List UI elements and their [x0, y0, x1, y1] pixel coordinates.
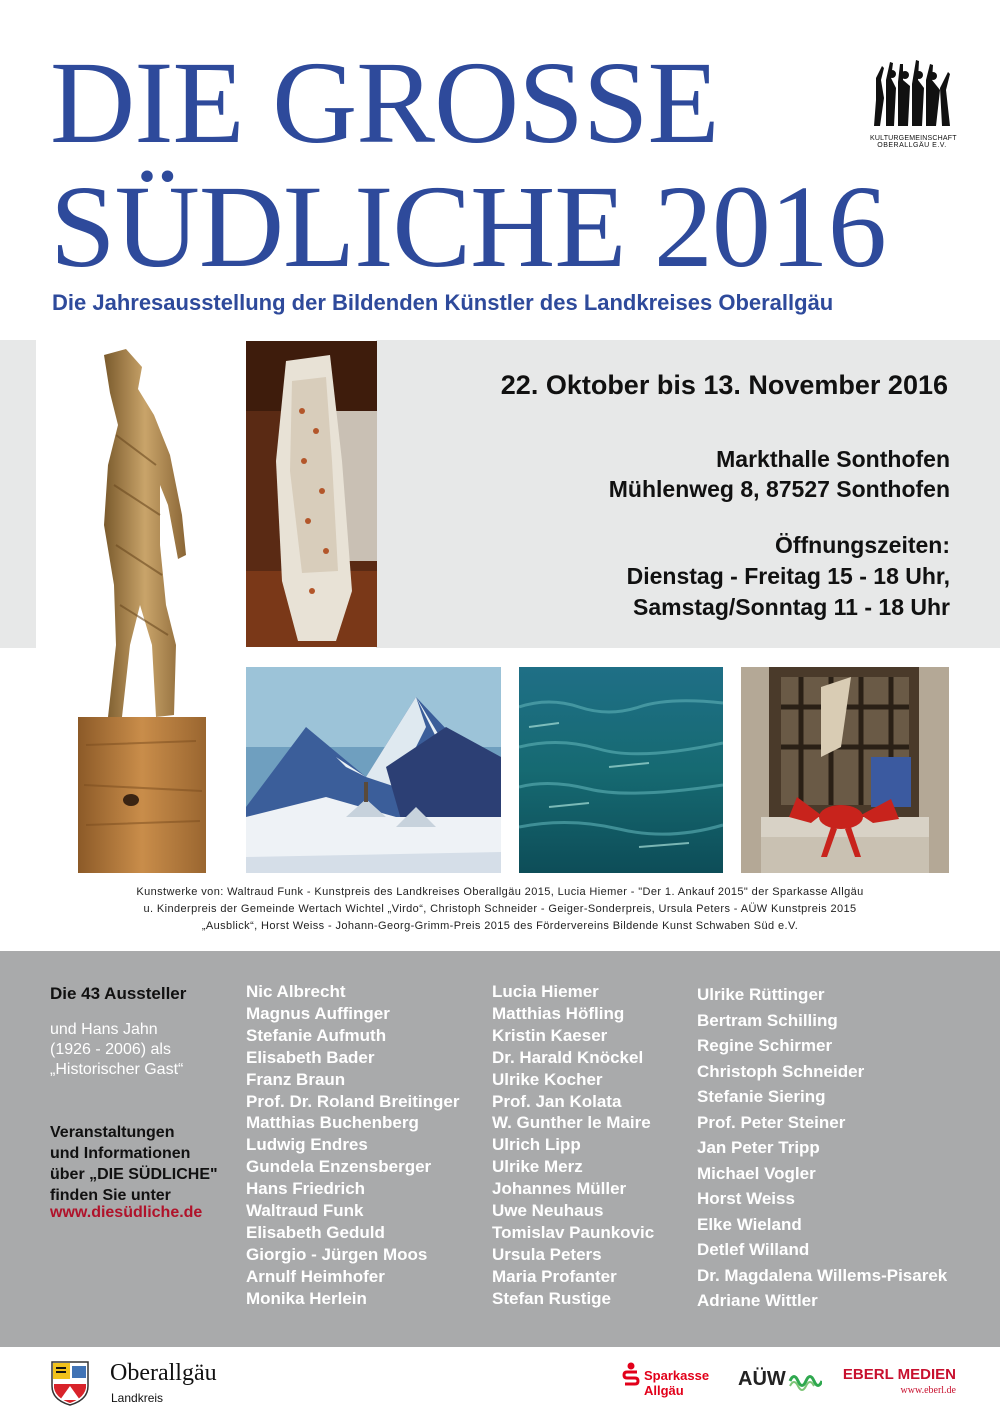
exhibitor-name: Lucia Hiemer [492, 982, 599, 1001]
exhibitor-name: Matthias Buchenberg [246, 1113, 419, 1133]
guest-line-2: (1926 - 2006) als [50, 1041, 171, 1058]
exhibitor-name: Johannes Müller [492, 1179, 627, 1199]
lobster-window-painting [741, 667, 949, 873]
org-logo-text-2: OBERALLGÄU E.V. [877, 142, 947, 149]
eberl-medien-logo [842, 1366, 956, 1400]
exhibitor-name: Adriane Wittler [697, 1291, 818, 1310]
exhibitor-name: Michael Vogler [697, 1163, 816, 1183]
exhibitor-name: Ulrike Merz [492, 1157, 583, 1177]
events-line-3: über „DIE SÜDLICHE" [50, 1166, 218, 1183]
exhibitor-name: Christoph Schneider [697, 1061, 865, 1081]
events-line-1: Veranstaltungen [50, 1124, 175, 1141]
sparkasse-region: Allgäu [644, 1383, 684, 1398]
kulturgemeinschaft-logo [870, 58, 957, 153]
artworks-caption [20, 884, 980, 935]
info-band-left [0, 340, 36, 648]
exhibitor-name: Ulrike Rüttinger [697, 985, 825, 1004]
exhibitor-name: Monika Herlein [246, 1288, 367, 1308]
wave-icon [788, 1370, 822, 1392]
coat-of-arms-icon [50, 1360, 90, 1406]
exhibitor-name: Waltraud Funk [246, 1201, 364, 1221]
exhibitor-name: Franz Braun [246, 1069, 346, 1089]
exhibitor-name: Ludwig Endres [246, 1135, 368, 1155]
exhibitor-name: Tomislav Paunkovic [492, 1222, 655, 1242]
website-link[interactable]: www.diesüdliche.de [50, 1204, 203, 1221]
exhibitor-name: Giorgio - Jürgen Moos [246, 1244, 428, 1264]
exhibitor-name: Matthias Höfling [492, 1003, 625, 1023]
exhibitor-name: Prof. Dr. Roland Breitinger [246, 1091, 460, 1111]
mountain-village-painting [246, 667, 501, 873]
exhibitor-name: Ulrich Lipp [492, 1135, 581, 1155]
auew-logo [738, 1368, 828, 1398]
exhibitor-name: Hans Friedrich [246, 1179, 366, 1199]
sea-painting [519, 667, 723, 873]
caption-line-1: Kunstwerke von: Waltraud Funk - Kunstpreis des Landkreises Oberallgäu 2015, Lucia Hiemer - "Der 1. Ankauf 2015" der Sparkasse Allgäu [136, 886, 864, 898]
caption-line-3: „Ausblick“, Horst Weiss - Johann-Georg-Grimm-Preis 2015 des Fördervereins Bildende Kunst Schwaben Süd e.V. [201, 920, 799, 932]
exhibitor-name: Arnulf Heimhofer [246, 1266, 385, 1286]
exhibitors-column-2 [492, 981, 654, 1310]
auew-text: AÜW [738, 1368, 786, 1390]
events-info [50, 1122, 218, 1206]
caption-line-2: u. Kinderpreis der Gemeinde Wertach Wichtel „Virdo“, Christoph Schneider - Geiger-Sonderpreis, Ursula Peters - AÜW Kunstpreis 2015 [143, 903, 857, 915]
exhibitor-name: Detlef Willand [697, 1240, 810, 1259]
exhibitor-name: Gundela Enzensberger [246, 1157, 432, 1177]
events-line-4: finden Sie unter [50, 1187, 171, 1204]
exhibitor-name: Kristin Kaeser [492, 1025, 608, 1045]
exhibitor-name: Prof. Jan Kolata [492, 1091, 622, 1111]
exhibitor-name: Bertram Schilling [697, 1010, 838, 1030]
exhibitor-name: Nic Albrecht [246, 982, 346, 1001]
hours-title: Öffnungszeiten: [774, 532, 950, 558]
guest-line-1: und Hans Jahn [50, 1021, 158, 1038]
title-line-1: DIE GROSSE [50, 37, 719, 168]
exhibitor-name: Magnus Auffinger [246, 1003, 390, 1023]
exhibitor-name: Horst Weiss [697, 1189, 795, 1208]
landkreis-logo [50, 1360, 270, 1406]
exhibitor-name: Elisabeth Bader [246, 1047, 375, 1067]
wooden-figure-sculpture [56, 345, 226, 875]
exhibitor-name: Ursula Peters [492, 1244, 602, 1264]
hours-weekdays: Dienstag - Freitag 15 - 18 Uhr, [626, 563, 950, 589]
venue-name: Markthalle Sonthofen [716, 446, 950, 472]
carved-column-artwork [246, 341, 377, 647]
exhibitors-heading: Die 43 Aussteller [50, 984, 187, 1003]
venue-address: Mühlenweg 8, 87527 Sonthofen [608, 476, 950, 502]
exhibitor-name: Uwe Neuhaus [492, 1201, 604, 1221]
landkreis-sub: Landkreis [111, 1391, 164, 1405]
exhibitor-name: Stefanie Aufmuth [246, 1025, 387, 1045]
org-logo-text-1: KULTURGEMEINSCHAFT [870, 135, 957, 142]
exhibitor-name: W. Gunther le Maire [492, 1113, 651, 1133]
guest-line-3: „Historischer Gast“ [50, 1061, 184, 1078]
exhibitor-name: Maria Profanter [492, 1266, 617, 1286]
eberl-name: EBERL MEDIEN [842, 1366, 956, 1383]
exhibitor-name: Prof. Peter Steiner [697, 1112, 846, 1132]
exhibitor-name: Dr. Harald Knöckel [492, 1047, 644, 1067]
sparkasse-name: Sparkasse [644, 1368, 710, 1383]
exhibitor-name: Elisabeth Geduld [246, 1222, 385, 1242]
events-line-2: und Informationen [50, 1145, 191, 1162]
exhibitor-name: Stefanie Siering [697, 1087, 826, 1106]
exhibitor-name: Dr. Magdalena Willems-Pisarek [697, 1265, 948, 1285]
exhibitors-column-1 [246, 981, 459, 1310]
sparkasse-logo [622, 1360, 722, 1400]
event-dates: 22. Oktober bis 13. November 2016 [500, 370, 948, 400]
exhibitor-name: Regine Schirmer [697, 1036, 833, 1055]
sparkasse-s-icon [622, 1362, 640, 1388]
landkreis-name: Oberallgäu [110, 1360, 217, 1386]
exhibitors-column-3 [697, 982, 947, 1314]
subtitle: Die Jahresausstellung der Bildenden Künstler des Landkreises Oberallgäu [52, 290, 834, 315]
exhibitor-name: Elke Wieland [697, 1214, 802, 1234]
exhibitor-name: Jan Peter Tripp [697, 1138, 820, 1157]
eberl-url[interactable]: www.eberl.de [900, 1385, 956, 1396]
hours-weekend: Samstag/Sonntag 11 - 18 Uhr [633, 594, 950, 620]
exhibitor-name: Ulrike Kocher [492, 1069, 603, 1089]
dancers-icon [870, 58, 954, 128]
exhibitor-name: Stefan Rustige [492, 1288, 612, 1308]
title-line-2: SÜDLICHE 2016 [50, 161, 886, 292]
historic-guest-note [50, 1020, 183, 1080]
